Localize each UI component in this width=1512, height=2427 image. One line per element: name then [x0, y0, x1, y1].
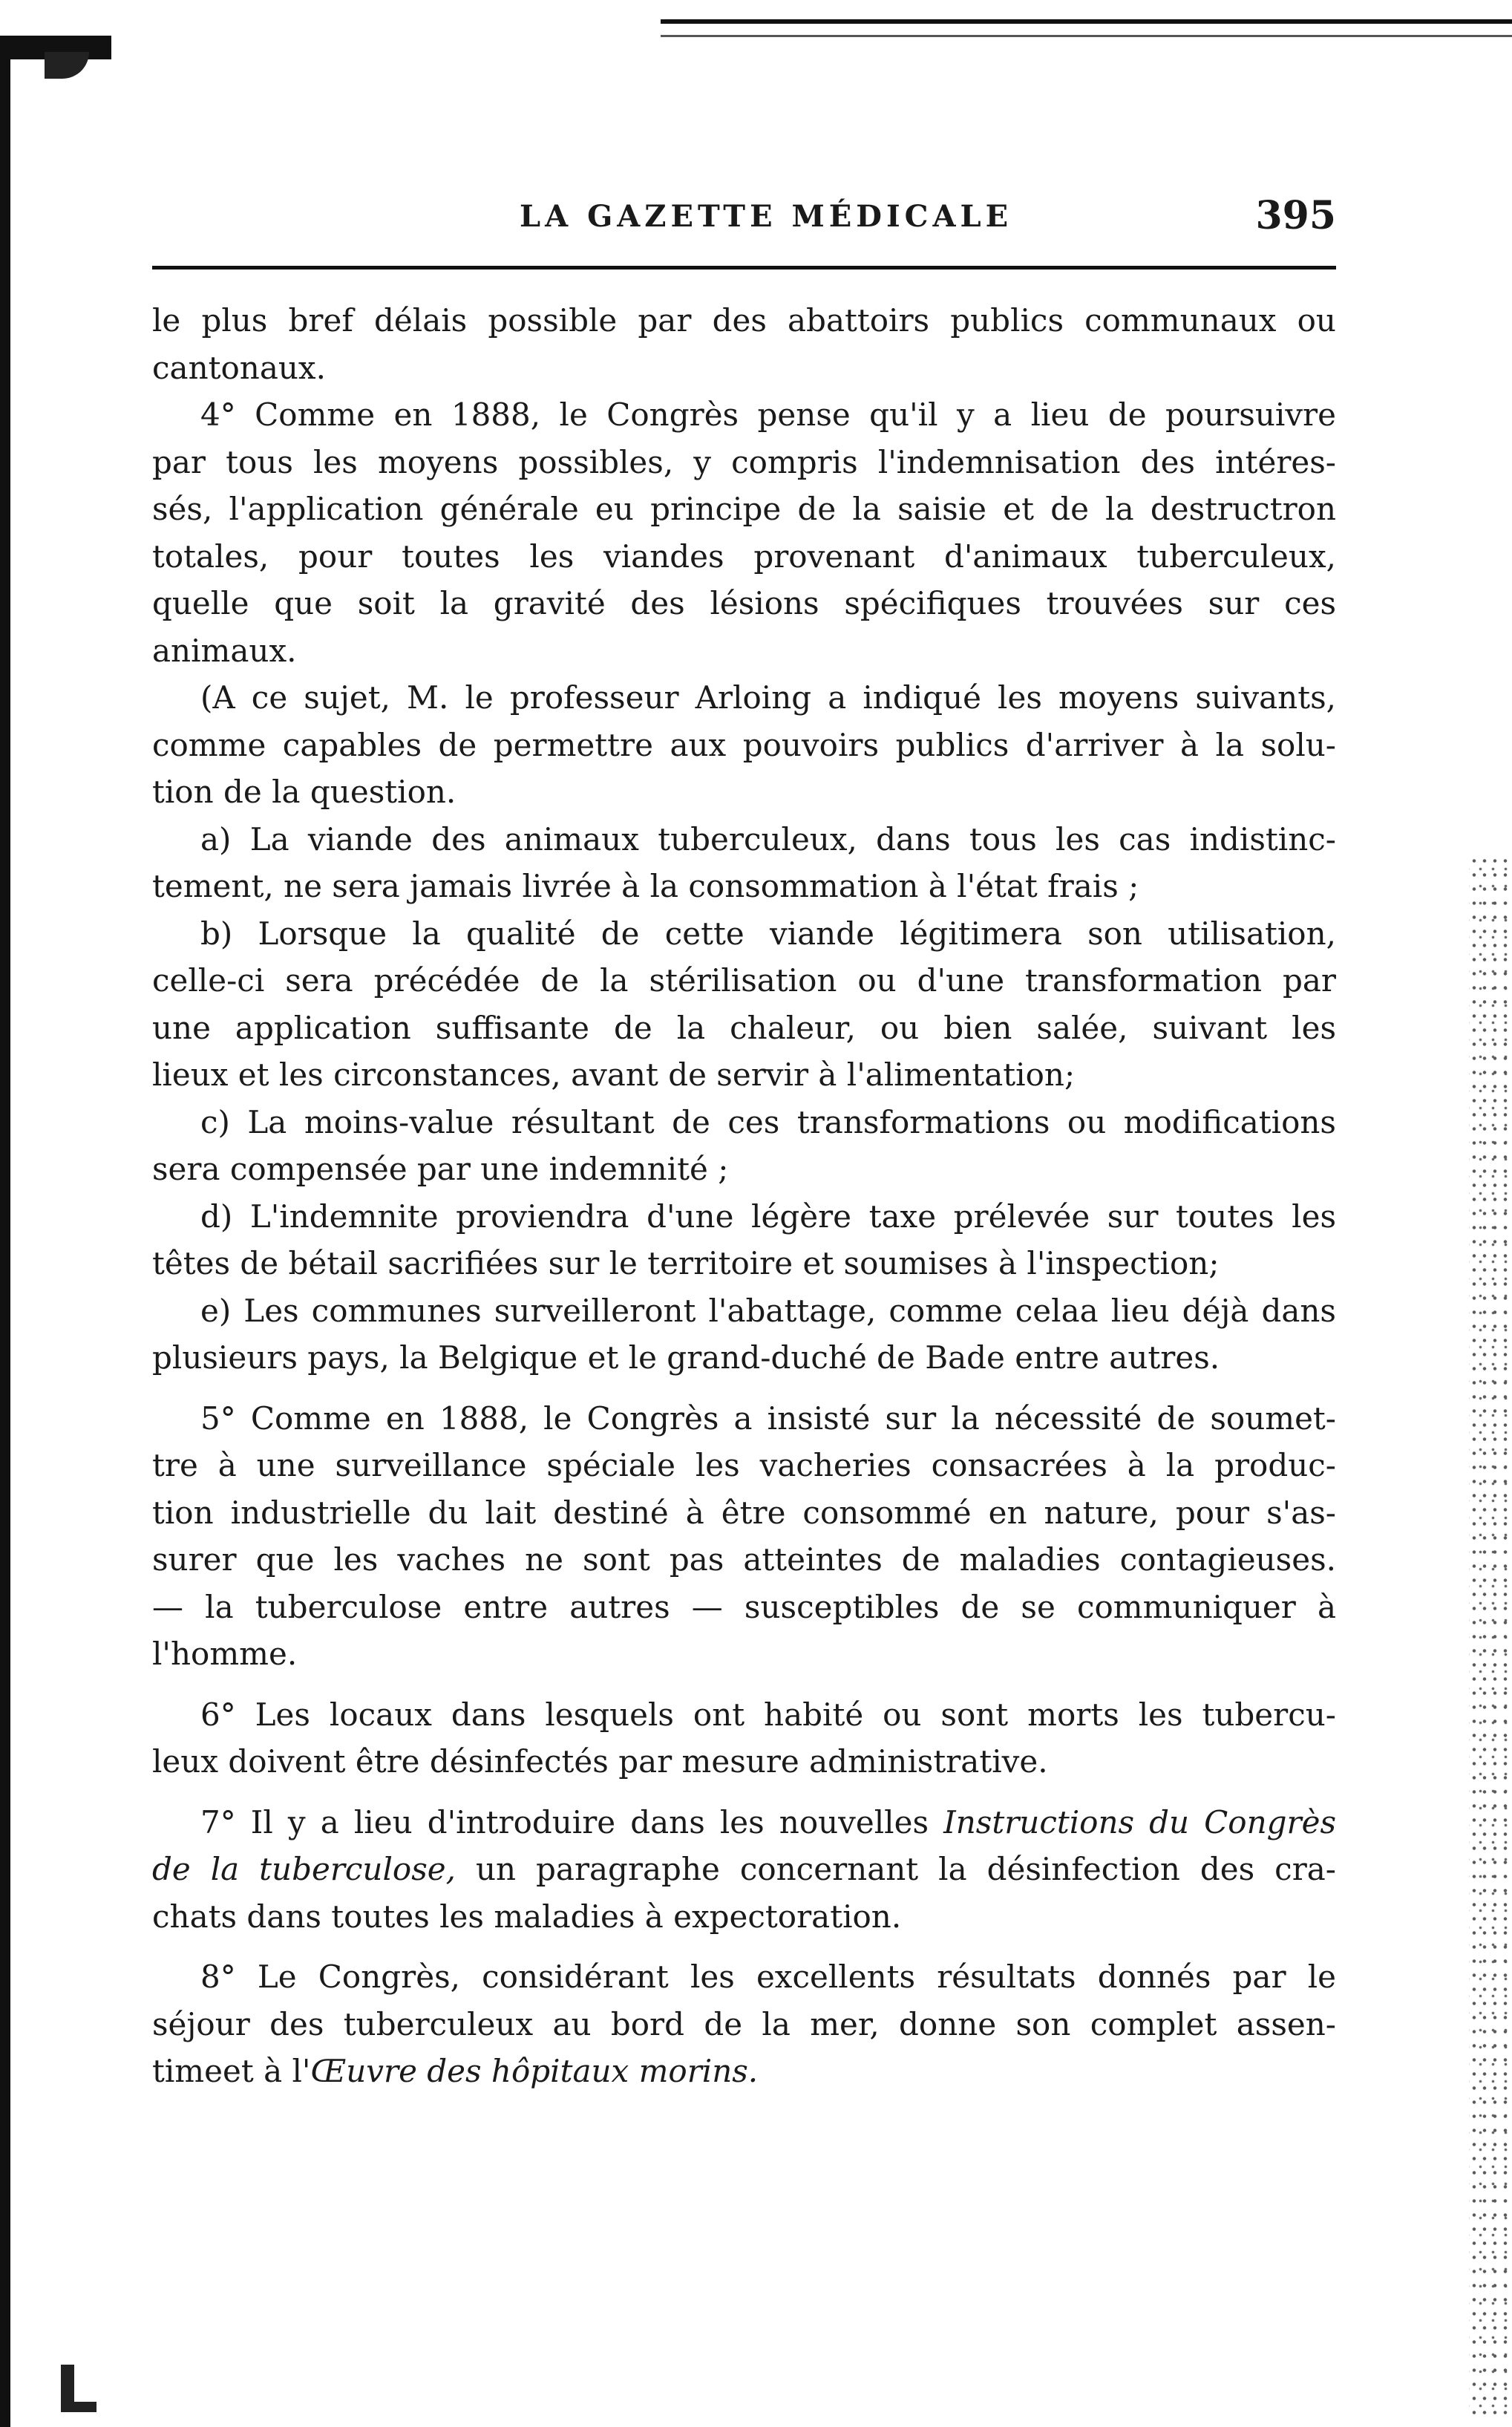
text-line: séjour des tuberculeux au bord de la mer, donne son complet assen- — [152, 2005, 1336, 2042]
text-line: plusieurs pays, la Belgique et le grand-duché de Bade entre autres. — [152, 1339, 1220, 1376]
text-line: totales, pour toutes les viandes provenant d'animaux tuberculeux, — [152, 538, 1336, 575]
text-line: 7° Il y a lieu d'introduire dans les nouvelles Instructions du Congrès — [200, 1803, 1336, 1840]
text-line: celle-ci sera précédée de la stérilisation ou d'une transformation par — [152, 962, 1336, 999]
text-line: comme capables de permettre aux pouvoirs publics d'arriver à la solu- — [152, 726, 1336, 763]
text-line: e) Les communes surveilleront l'abattage, comme celaa lieu déjà dans — [200, 1292, 1336, 1329]
text-line: sera compensée par une indemnité ; — [152, 1151, 729, 1187]
page-number: 395 — [1255, 193, 1336, 238]
text-line: leux doivent être désinfectés par mesure administrative. — [152, 1743, 1048, 1780]
text-line: (A ce sujet, M. le professeur Arloing a indiqué les moyens suivants, — [200, 679, 1336, 716]
text-line: tre à une surveillance spéciale les vacheries consacrées à la produc- — [152, 1447, 1336, 1483]
text-line: — la tuberculose entre autres — susceptibles de se communiquer à — [152, 1588, 1336, 1625]
italic-title: Œuvre des hôpitaux morins. — [310, 2053, 759, 2089]
text-line: 4° Comme en 1888, le Congrès pense qu'il y a lieu de poursuivre — [200, 396, 1336, 433]
text-line: a) La viande des animaux tuberculeux, dans tous les cas indistinc- — [200, 820, 1336, 858]
text-line: l'homme. — [152, 1636, 298, 1672]
text-line: par tous les moyens possibles, y compris l'indemnisation des intéres- — [152, 443, 1336, 480]
text-line: c) La moins-value résultant de ces transformations ou modifications — [200, 1103, 1336, 1140]
text-line: 6° Les locaux dans lesquels ont habité ou sont morts les tubercu- — [200, 1696, 1336, 1733]
text-line: de la tuberculose, un paragraphe concernant la désinfection des cra- — [152, 1851, 1336, 1887]
paragraph-c — [152, 1099, 1336, 1193]
text-line: timeet à l'Œuvre des hôpitaux morins. — [152, 2053, 759, 2089]
text-line: tion de la question. — [152, 774, 456, 810]
paragraph-abattoirs — [152, 297, 1336, 391]
text-line: animaux. — [152, 632, 297, 669]
text-line: surer que les vaches ne sont pas atteintes de maladies contagieuses. — [152, 1541, 1336, 1578]
italic-title: de la tuberculose, — [152, 1851, 456, 1887]
paragraph-item-6 — [152, 1691, 1336, 1786]
paragraph-item-7 — [152, 1799, 1336, 1941]
paragraph-item-5 — [152, 1395, 1336, 1678]
scan-right-edge-speckle — [1469, 854, 1512, 2420]
text-line: chats dans toutes les maladies à expectoration. — [152, 1898, 902, 1935]
paragraph-e — [152, 1287, 1336, 1382]
text-line: d) L'indemnite proviendra d'une légère taxe prélevée sur toutes les — [200, 1198, 1336, 1235]
text-line: têtes de bétail sacrifiées sur le territoire et soumises à l'inspection; — [152, 1245, 1220, 1281]
paragraph-a — [152, 816, 1336, 910]
paragraph-item-8 — [152, 1953, 1336, 2095]
running-title: LA GAZETTE MÉDICALE — [520, 199, 1013, 234]
paragraph-d — [152, 1193, 1336, 1287]
text-line: une application suffisante de la chaleur, ou bien salée, suivant les — [152, 1009, 1336, 1046]
text-line: tion industrielle du lait destiné à être consommé en nature, pour s'as- — [152, 1494, 1336, 1531]
italic-title: Instructions du Congrès — [943, 1803, 1336, 1840]
text-line: tement, ne sera jamais livrée à la consommation à l'état frais ; — [152, 868, 1139, 904]
text-line: sés, l'application générale eu principe de la saisie et de la destructron — [152, 491, 1336, 527]
text-line: 5° Comme en 1888, le Congrès a insisté sur la nécessité de soumet- — [200, 1399, 1336, 1437]
body-text — [152, 297, 1336, 2095]
paragraph-item-4 — [152, 391, 1336, 674]
scan-top-left-blot — [0, 36, 111, 59]
text-line: cantonaux. — [152, 349, 326, 386]
text-line: le plus bref délais possible par des abattoirs publics communaux ou — [152, 302, 1336, 339]
header-rule — [152, 266, 1336, 270]
scan-left-border — [0, 45, 10, 2427]
text-line: 8° Le Congrès, considérant les excellents résultats donnés par le — [200, 1959, 1336, 1995]
paragraph-arloing — [152, 674, 1336, 816]
text-line: b) Lorsque la qualité de cette viande légitimera son utilisation, — [200, 915, 1336, 952]
text-line: quelle que soit la gravité des lésions spécifiques trouvées sur ces — [152, 585, 1336, 621]
paragraph-b — [152, 910, 1336, 1099]
scan-bottom-mark — [52, 2365, 96, 2417]
page-header — [520, 193, 1336, 251]
scan-top-rule — [661, 0, 1512, 24]
text-line: lieux et les circonstances, avant de servir à l'alimentation; — [152, 1056, 1076, 1093]
